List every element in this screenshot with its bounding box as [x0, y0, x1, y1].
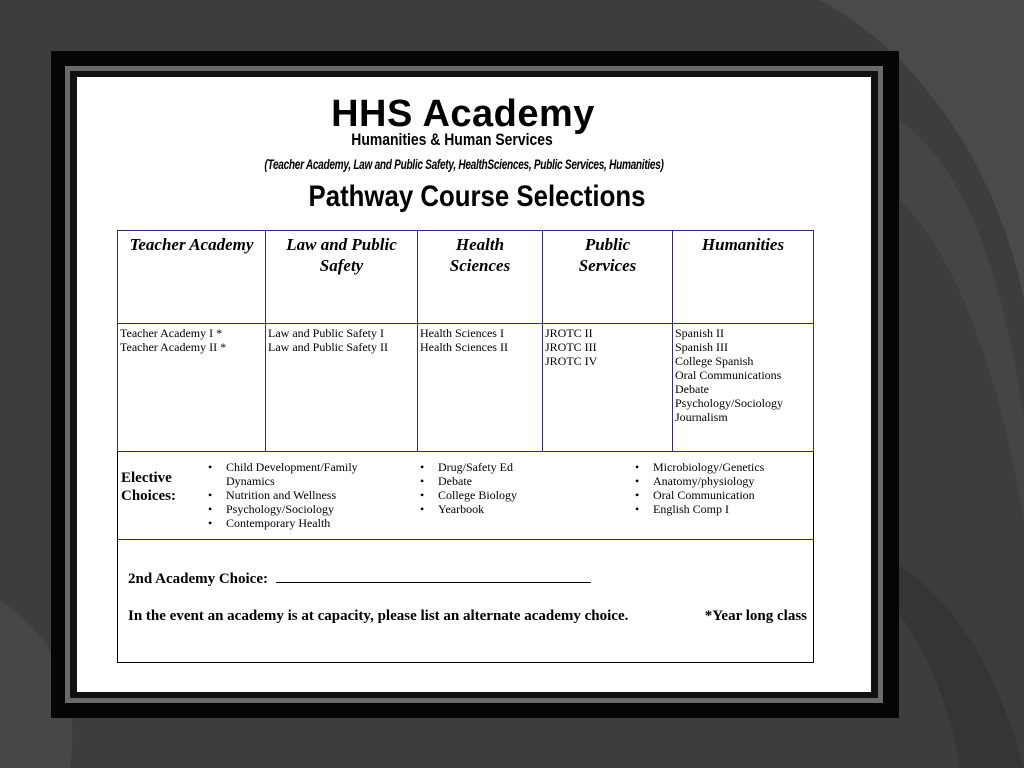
course-row: [118, 324, 814, 452]
elective-item: • Debate: [418, 474, 578, 488]
course-item: Health Sciences I: [420, 326, 504, 340]
alternate-choice-cell: [118, 540, 814, 663]
courses-health-sciences: [418, 324, 543, 452]
elective-item: • Anatomy/physiology: [633, 474, 808, 488]
capacity-notice: In the event an academy is at capacity, please list an alternate academy choice.: [128, 608, 629, 624]
column-title: Teacher Academy: [129, 235, 254, 254]
second-choice-label: 2nd Academy Choice:: [128, 571, 268, 587]
header-public-services: [543, 231, 673, 324]
elective-item: • Yearbook: [418, 502, 578, 516]
column-title: Health Sciences: [449, 235, 511, 275]
course-item: Oral Communications: [675, 368, 782, 382]
header-humanities: [673, 231, 814, 324]
elective-cell: [118, 452, 814, 540]
pathway-heading: Pathway Course Selections: [308, 180, 646, 213]
second-choice-blank[interactable]: [276, 570, 591, 583]
second-choice-line: [128, 570, 591, 588]
course-item: JROTC IV: [545, 354, 598, 368]
elective-label-line: Choices:: [121, 488, 176, 504]
column-title: Public Services: [578, 235, 637, 275]
header-law-public-safety: [266, 231, 418, 324]
course-item: Law and Public Safety I: [268, 326, 384, 340]
elective-label-line: Elective: [121, 470, 172, 486]
column-title: Law and Public Safety: [286, 235, 397, 275]
year-long-note: *Year long class: [704, 608, 807, 624]
elective-list-3: [633, 460, 808, 516]
document-subtitle: Humanities & Human Services: [351, 130, 553, 149]
elective-list-1: [206, 460, 386, 530]
course-item: JROTC III: [545, 340, 597, 354]
elective-item: • Drug/Safety Ed: [418, 460, 578, 474]
header-teacher-academy: [118, 231, 266, 324]
elective-row: [118, 452, 814, 540]
course-item: Debate: [675, 382, 709, 396]
course-item: Spanish II: [675, 326, 724, 340]
courses-teacher-academy: [118, 324, 266, 452]
courses-humanities: [673, 324, 814, 452]
course-item: Teacher Academy II *: [120, 340, 227, 354]
alternate-choice-row: [118, 540, 814, 663]
elective-item: • Microbiology/Genetics: [633, 460, 808, 474]
course-item: JROTC II: [545, 326, 593, 340]
elective-item: • English Comp I: [633, 502, 808, 516]
elective-item: • Contemporary Health: [206, 516, 386, 530]
course-item: College Spanish: [675, 354, 754, 368]
course-item: Law and Public Safety II: [268, 340, 388, 354]
course-item: Journalism: [675, 410, 728, 424]
course-item: Teacher Academy I *: [120, 326, 223, 340]
course-item: Spanish III: [675, 340, 728, 354]
academies-note: (Teacher Academy, Law and Public Safety, HealthSciences, Public Services, Humanities): [264, 156, 664, 172]
elective-list-2: [418, 460, 578, 516]
courses-public-services: [543, 324, 673, 452]
elective-item: • Child Development/Family Dynamics: [206, 460, 376, 488]
course-item: Psychology/Sociology: [675, 396, 784, 410]
elective-item: • Psychology/Sociology: [206, 502, 386, 516]
courses-law-public-safety: [266, 324, 418, 452]
elective-item: • College Biology: [418, 488, 578, 502]
column-title: Humanities: [701, 235, 785, 254]
header-health-sciences: [418, 231, 543, 324]
elective-item: • Nutrition and Wellness: [206, 488, 386, 502]
course-selection-table: [117, 230, 814, 663]
elective-item: • Oral Communication: [633, 488, 808, 502]
course-item: Health Sciences II: [420, 340, 508, 354]
elective-label: [121, 469, 176, 505]
academy-header-row: [118, 231, 814, 324]
document-title: HHS Academy: [331, 93, 595, 135]
